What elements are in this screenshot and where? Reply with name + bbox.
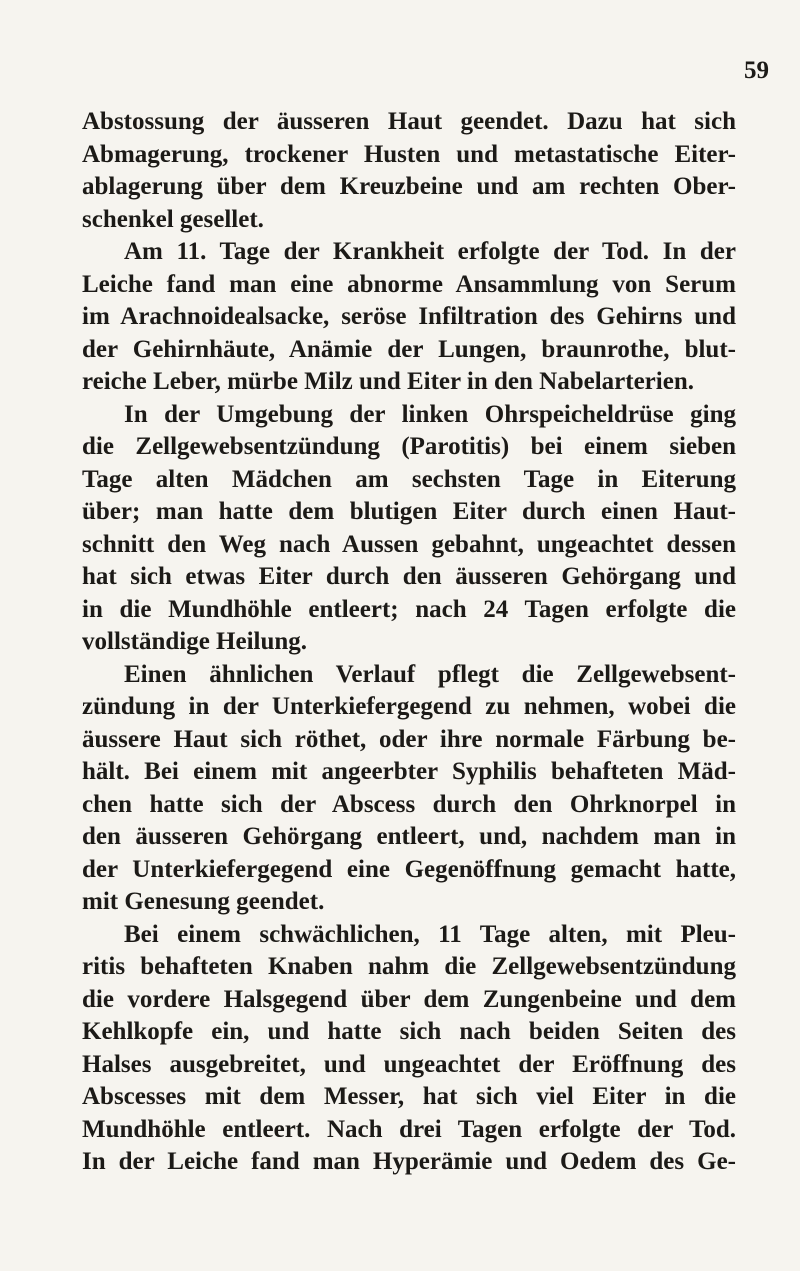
- text-line: über; man hatte dem blutigen Eiter durch einen Haut-: [82, 498, 736, 525]
- text-line: in die Mundhöhle entleert; nach 24 Tagen erfolgte die: [82, 595, 736, 623]
- text-line: hat sich etwas Eiter durch den äusseren Gehörgang und: [82, 563, 736, 590]
- text-line: Leiche fand man eine abnorme Ansammlung von Serum: [82, 270, 736, 298]
- text-line: die vordere Halsgegend über dem Zungenbeine und dem: [82, 985, 736, 1013]
- text-line: äussere Haut sich röthet, oder ihre normale Färbung be-: [82, 725, 736, 753]
- text-line: ritis behafteten Knaben nahm die Zellgewebsentzündung: [82, 953, 736, 980]
- text-line: reiche Leber, mürbe Milz und Eiter in den Nabelarterien.: [82, 368, 694, 395]
- text-line: im Arachnoidealsacke, seröse Infiltration des Gehirns und: [82, 303, 736, 330]
- text-line: Bei einem schwächlichen, 11 Tage alten, mit Pleu-: [124, 920, 736, 948]
- text-line: Abstossung der äusseren Haut geendet. Dazu hat sich: [82, 108, 736, 135]
- text-line: In der Leiche fand man Hyperämie und Oedem des Ge-: [82, 1148, 736, 1175]
- text-line: vollständige Heilung.: [82, 628, 308, 655]
- text-line: Tage alten Mädchen am sechsten Tage in Eiterung: [82, 465, 736, 493]
- text-line: schenkel gesellet.: [82, 205, 264, 233]
- text-line: Halses ausgebreitet, und ungeachtet der Eröffnung des: [82, 1050, 736, 1078]
- text-line: der Unterkiefergegend eine Gegenöffnung gemacht hatte,: [82, 855, 736, 883]
- text-line: Kehlkopfe ein, und hatte sich nach beiden Seiten des: [82, 1018, 736, 1045]
- text-line: Abscesses mit dem Messer, hat sich viel Eiter in die: [82, 1083, 736, 1110]
- text-line: hält. Bei einem mit angeerbter Syphilis behafteten Mäd-: [82, 758, 736, 785]
- body-text: [82, 106, 736, 1179]
- text-line: Am 11. Tage der Krankheit erfolgte der Tod. In der: [124, 238, 736, 265]
- text-line: Einen ähnlichen Verlauf pflegt die Zellgewebsent-: [124, 660, 736, 688]
- text-line: die Zellgewebsentzündung (Parotitis) bei einem sieben: [82, 433, 736, 460]
- page-number: 59: [744, 57, 769, 84]
- text-line: den äusseren Gehörgang entleert, und, nachdem man in: [82, 823, 736, 850]
- text-line: mit Genesung geendet.: [82, 888, 325, 915]
- text-line: Mundhöhle entleert. Nach drei Tagen erfolgte der Tod.: [82, 1115, 736, 1143]
- text-line: In der Umgebung der linken Ohrspeicheldrüse ging: [124, 400, 736, 428]
- text-line: chen hatte sich der Abscess durch den Ohrknorpel in: [82, 790, 736, 818]
- text-line: der Gehirnhäute, Anämie der Lungen, braunrothe, blut-: [82, 335, 736, 363]
- text-line: ablagerung über dem Kreuzbeine und am rechten Ober-: [82, 173, 736, 200]
- text-line: zündung in der Unterkiefergegend zu nehmen, wobei die: [82, 693, 736, 720]
- text-line: Abmagerung, trockener Husten und metastatische Eiter-: [82, 140, 736, 168]
- text-line: schnitt den Weg nach Aussen gebahnt, ungeachtet dessen: [82, 530, 736, 558]
